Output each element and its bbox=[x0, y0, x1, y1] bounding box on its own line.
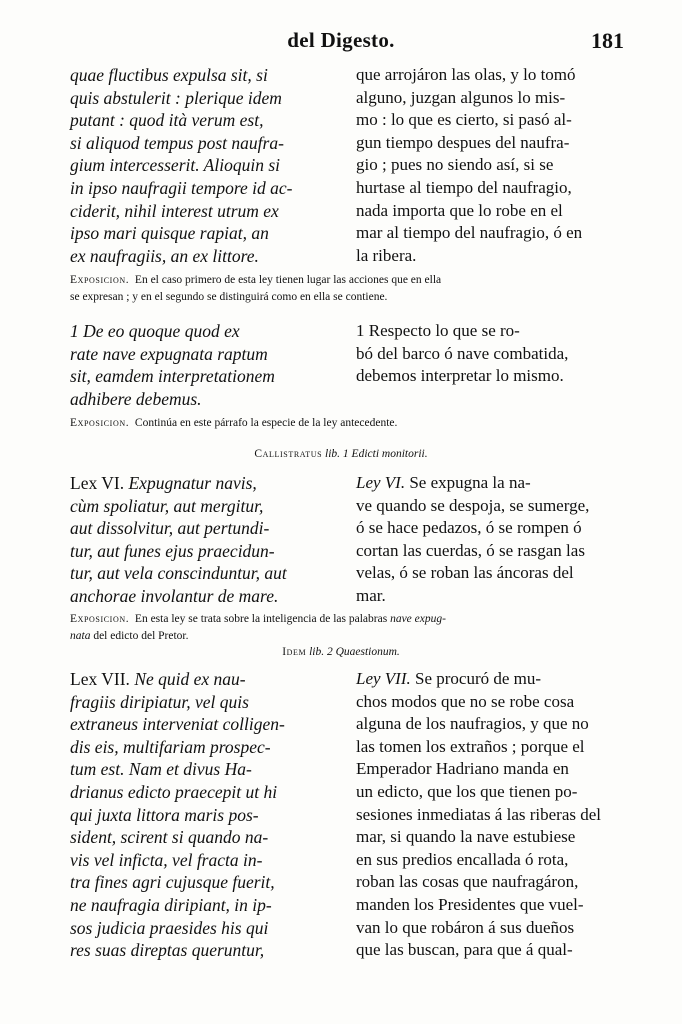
source-citation-1 bbox=[0, 448, 682, 460]
spanish-line: 1 Respecto lo que se ro- bbox=[356, 321, 520, 340]
spanish-line: mar al tiempo del naufragio, ó en bbox=[356, 223, 583, 243]
spanish-line: Emperador Hadriano manda en bbox=[356, 759, 569, 779]
latin-line: sit, eamdem interpretationem bbox=[70, 366, 275, 387]
page-header bbox=[0, 28, 682, 58]
latin-line: tur, aut vela conscinduntur, aut bbox=[70, 563, 287, 584]
running-title: del Digesto. bbox=[287, 28, 395, 52]
page-number: 181 bbox=[591, 28, 624, 53]
spanish-line: mar. bbox=[356, 585, 386, 605]
latin-line: Expugnatur navis, bbox=[128, 473, 257, 493]
spanish-line: ve quando se despoja, se sumerge, bbox=[356, 495, 590, 515]
passage-2 bbox=[70, 320, 618, 410]
spanish-line: las tomen los extraños ; porque el bbox=[356, 736, 585, 756]
source-work: lib. 1 Edicti monitorii. bbox=[325, 448, 428, 460]
latin-column bbox=[70, 64, 342, 267]
exposition-text: del edicto del Pretor. bbox=[93, 630, 189, 642]
spanish-line: alguna de los naufragios, y que no bbox=[356, 714, 589, 734]
latin-line: res suas direptas queruntur, bbox=[70, 940, 265, 961]
exposition-italic-term: nave expug- bbox=[390, 613, 446, 625]
latin-line: sos judicia praesides his qui bbox=[70, 917, 269, 938]
latin-line: fragiis diripiatur, vel quis bbox=[70, 691, 249, 712]
latin-column bbox=[70, 668, 342, 962]
spanish-line: chos modos que no se robe cosa bbox=[356, 691, 575, 711]
latin-line: ex naufragiis, an ex littore. bbox=[70, 245, 259, 266]
spanish-column bbox=[356, 472, 618, 608]
latin-line: 1 De eo quoque quod ex bbox=[70, 321, 240, 341]
latin-line: tur, aut funes ejus praecidun- bbox=[70, 540, 275, 561]
spanish-line: cortan las cuerdas, ó se rasgan las bbox=[356, 540, 585, 560]
spanish-line: velas, ó se roban las áncoras del bbox=[356, 563, 574, 583]
spanish-line: que arrojáron las olas, y lo tomó bbox=[356, 65, 576, 84]
exposition-1 bbox=[70, 272, 618, 306]
exposition-italic-term: nata bbox=[70, 630, 91, 642]
latin-line: ipso mari quisque rapiat, an bbox=[70, 223, 269, 244]
latin-line: quae fluctibus expulsa sit, si bbox=[70, 65, 268, 85]
spanish-line: hurtase al tiempo del naufragio, bbox=[356, 177, 572, 197]
law-6 bbox=[70, 472, 618, 608]
exposition-text: En esta ley se trata sobre la inteligencia de las palabras bbox=[134, 613, 388, 625]
law-number-latin: Lex VII. bbox=[70, 669, 130, 689]
spanish-line: mo : lo que es cierto, si pasó al- bbox=[356, 110, 572, 130]
exposition-label: Exposicion. bbox=[70, 613, 130, 625]
exposition-text: En el caso primero de esta ley tienen lugar las acciones que en ella bbox=[134, 274, 442, 286]
exposition-text: se expresan ; y en el segundo se distinguirá como en ella se contiene. bbox=[70, 291, 388, 303]
latin-line: quis abstulerit : plerique idem bbox=[70, 87, 282, 108]
latin-line: tra fines agri cujusque fuerit, bbox=[70, 872, 275, 893]
spanish-column bbox=[356, 668, 618, 962]
latin-line: Ne quid ex nau- bbox=[134, 669, 246, 689]
latin-line: rate nave expugnata raptum bbox=[70, 343, 268, 364]
spanish-line: mar, si quando la nave estubiese bbox=[356, 827, 576, 847]
law-number-spanish: Ley VII. bbox=[356, 669, 411, 688]
source-author: Idem bbox=[282, 646, 307, 658]
spanish-line: gio ; pues no siendo así, si se bbox=[356, 155, 554, 175]
latin-line: aut dissolvitur, aut pertundi- bbox=[70, 518, 270, 539]
spanish-line: en sus predios encallada ó rota, bbox=[356, 849, 569, 869]
latin-line: sident, scirent si quando na- bbox=[70, 827, 269, 848]
exposition-3 bbox=[70, 611, 618, 645]
source-author: Callistratus bbox=[254, 448, 323, 460]
latin-line: tum est. Nam et divus Ha- bbox=[70, 759, 252, 780]
law-number-latin: Lex VI. bbox=[70, 473, 125, 493]
latin-line: ciderit, nihil interest utrum ex bbox=[70, 200, 279, 221]
latin-line: cùm spoliatur, aut mergitur, bbox=[70, 495, 264, 516]
latin-column bbox=[70, 320, 342, 410]
latin-line: si aliquod tempus post naufra- bbox=[70, 132, 284, 153]
spanish-line: debemos interpretar lo mismo. bbox=[356, 366, 564, 386]
spanish-column bbox=[356, 320, 618, 410]
exposition-text: Continúa en este párrafo la especie de la ley antecedente. bbox=[134, 417, 398, 429]
spanish-line: Se expugna la na- bbox=[409, 473, 531, 492]
exposition-2 bbox=[70, 415, 618, 432]
law-number-spanish: Ley VI. bbox=[356, 473, 406, 492]
spanish-line: Se procuró de mu- bbox=[415, 669, 542, 688]
source-citation-2 bbox=[0, 646, 682, 658]
spanish-line: roban las cosas que naufragáron, bbox=[356, 872, 579, 892]
spanish-line: sesiones inmediatas á las riberas del bbox=[356, 804, 602, 824]
latin-line: drianus edicto praecepit ut hi bbox=[70, 781, 278, 802]
source-work: lib. 2 Quaestionum. bbox=[309, 646, 400, 658]
spanish-line: un edicto, que los que tienen po- bbox=[356, 781, 578, 801]
spanish-column bbox=[356, 64, 618, 267]
exposition-label: Exposicion. bbox=[70, 417, 130, 429]
latin-line: anchorae involantur de mare. bbox=[70, 585, 279, 606]
spanish-line: bó del barco ó nave combatida, bbox=[356, 343, 569, 363]
spanish-line: que las buscan, para que á qual- bbox=[356, 940, 573, 960]
latin-line: gium intercesserit. Alioquin si bbox=[70, 155, 280, 176]
passage-1 bbox=[70, 64, 618, 267]
latin-column bbox=[70, 472, 342, 608]
spanish-line: gun tiempo despues del naufra- bbox=[356, 132, 570, 152]
spanish-line: nada importa que lo robe en el bbox=[356, 200, 563, 220]
latin-line: putant : quod ità verum est, bbox=[70, 110, 264, 131]
latin-line: in ipso naufragii tempore id ac- bbox=[70, 177, 293, 198]
spanish-line: ó se hace pedazos, ó se rompen ó bbox=[356, 518, 582, 538]
latin-line: qui juxta littora maris pos- bbox=[70, 804, 259, 825]
latin-line: vis vel inficta, vel fracta in- bbox=[70, 849, 263, 870]
exposition-label: Exposicion. bbox=[70, 274, 130, 286]
spanish-line: manden los Presidentes que vuel- bbox=[356, 894, 584, 914]
spanish-line: la ribera. bbox=[356, 245, 417, 265]
latin-line: extraneus interveniat colligen- bbox=[70, 714, 285, 735]
law-7 bbox=[70, 668, 618, 962]
latin-line: adhibere debemus. bbox=[70, 388, 202, 409]
latin-line: dis eis, multifariam prospec- bbox=[70, 736, 271, 757]
spanish-line: alguno, juzgan algunos lo mis- bbox=[356, 87, 566, 107]
spanish-line: van lo que robáron á sus dueños bbox=[356, 917, 575, 937]
latin-line: ne naufragia diripiant, in ip- bbox=[70, 894, 272, 915]
